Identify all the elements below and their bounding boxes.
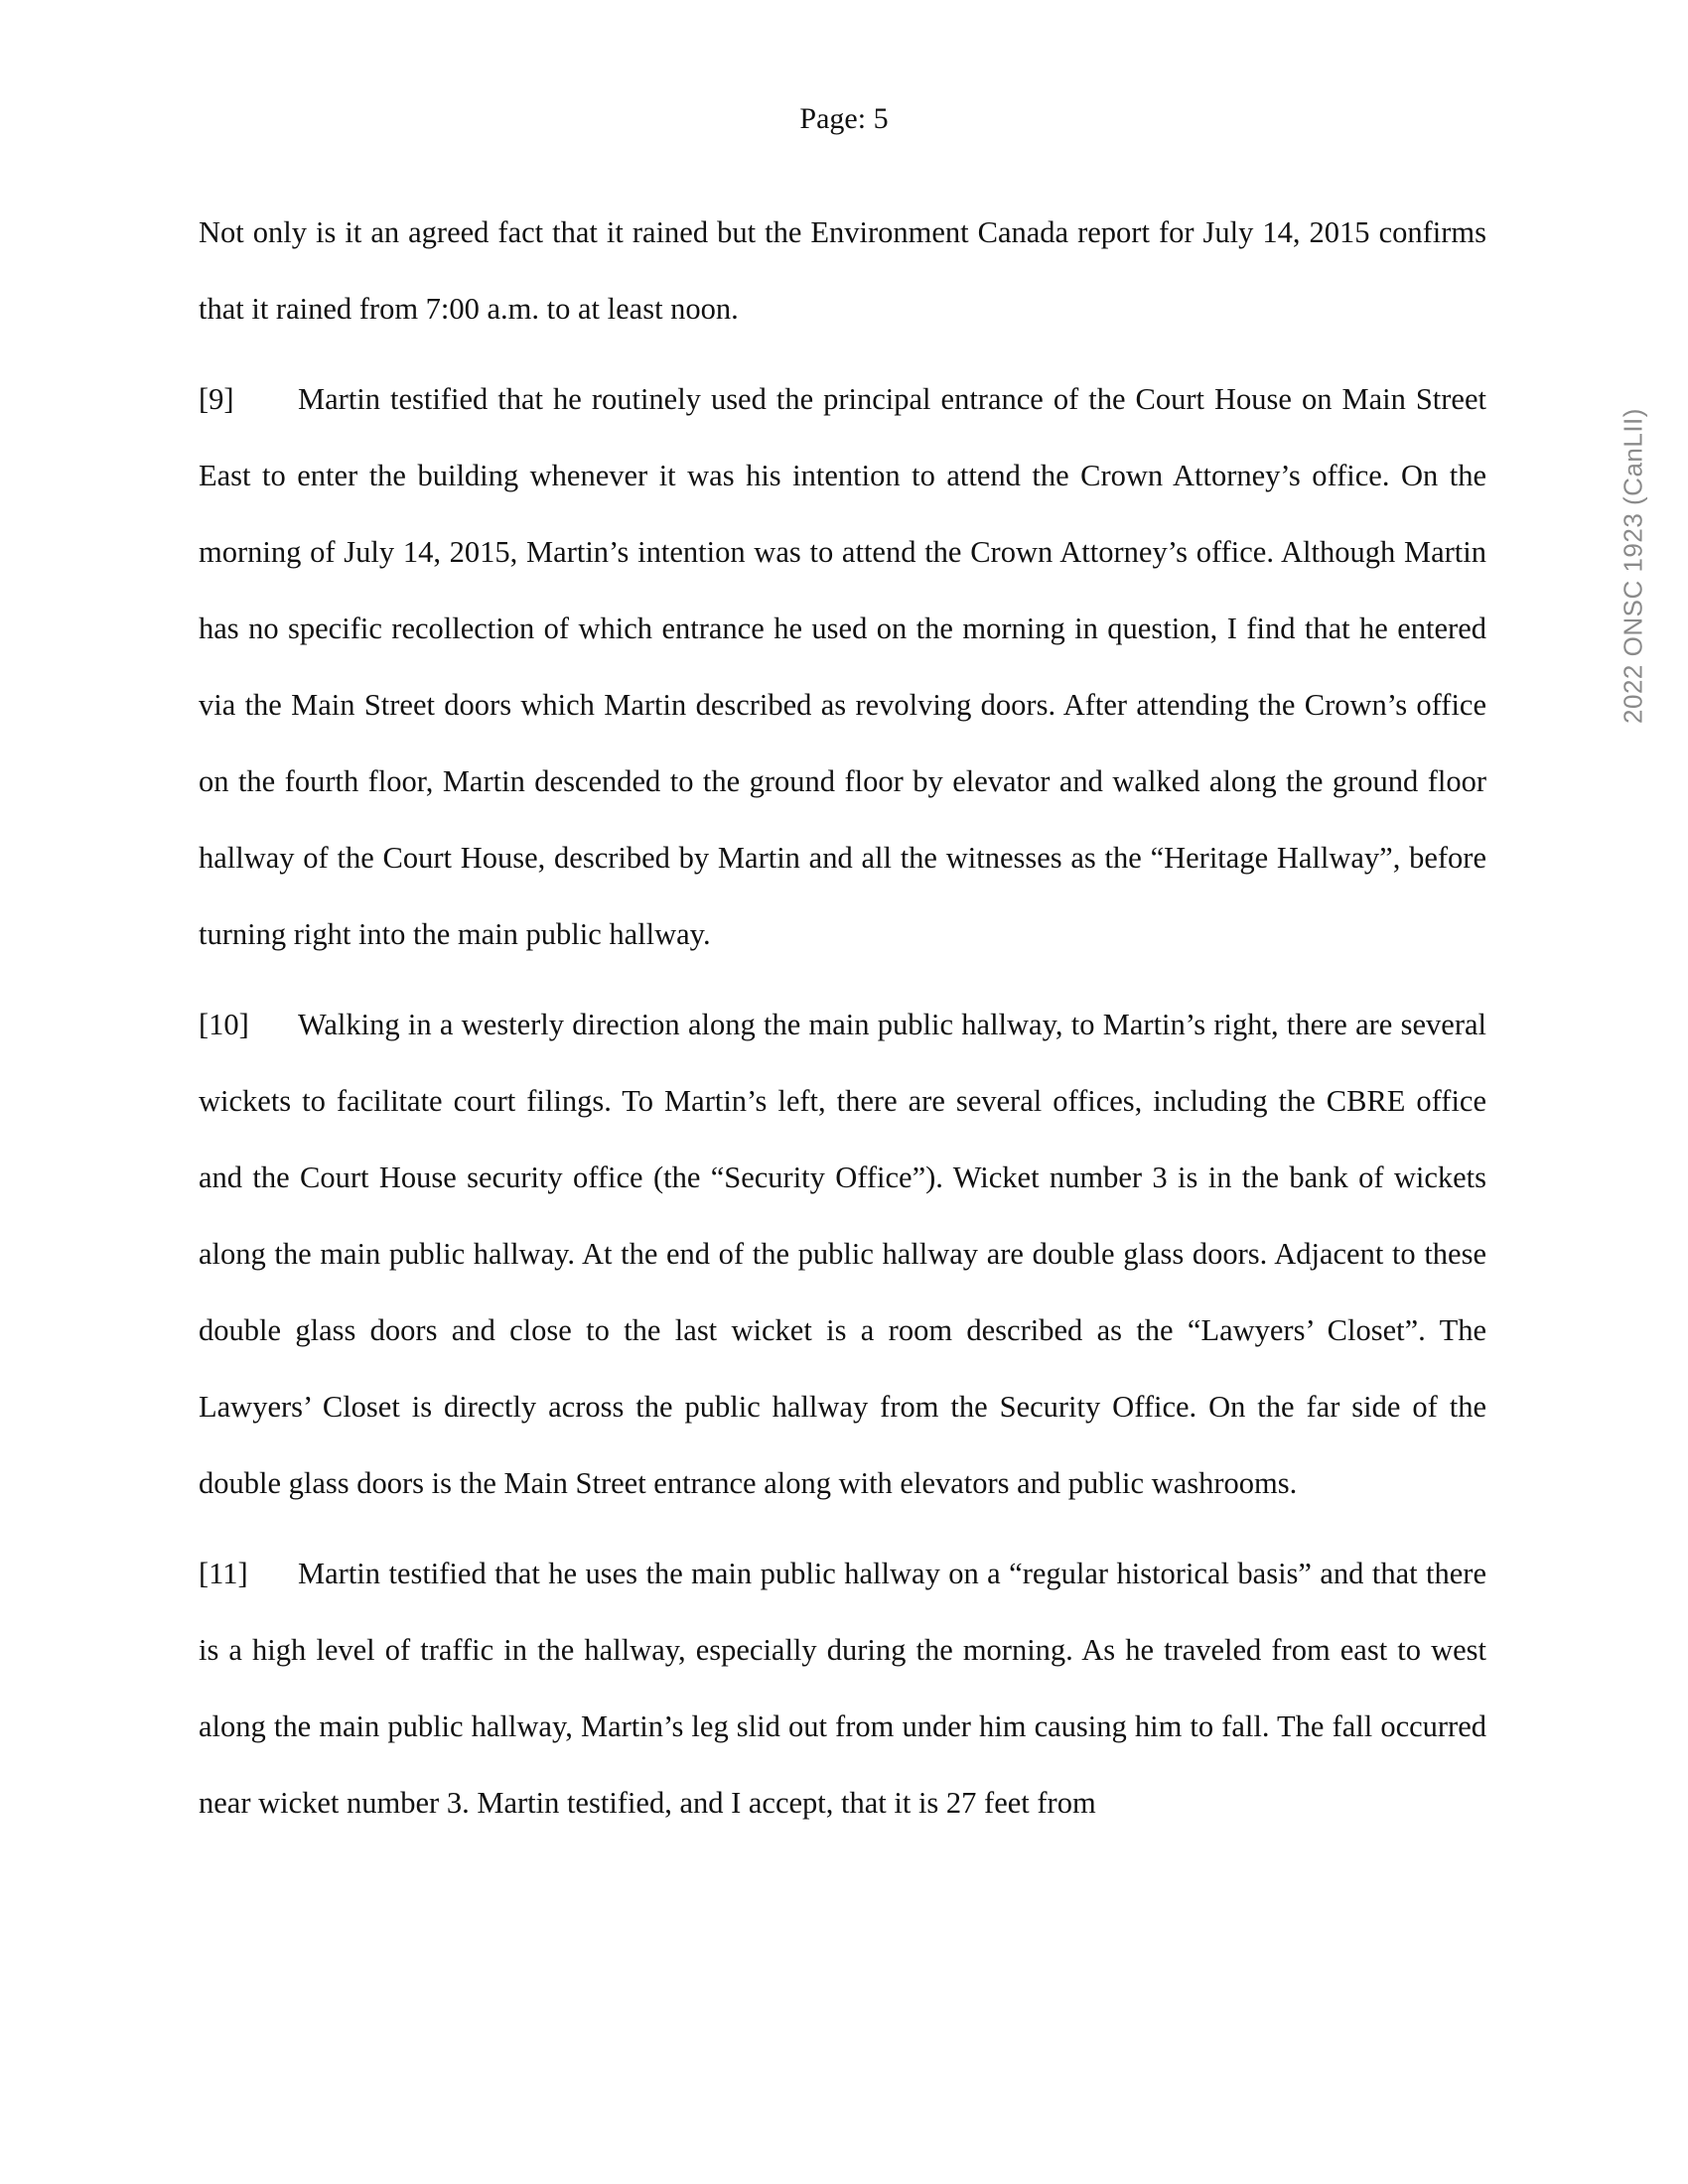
paragraph-number: [10] (199, 1008, 249, 1041)
paragraph-11 (199, 1536, 1486, 1842)
paragraph-text: Walking in a westerly direction along the main public hallway, to Martin’s right, there are several wickets to facilitate court filings. To Martin’s left, there are several offices, including the CBRE office and the Court House security office (the “Security Office”). Wicket number 3 is in the bank of wickets along the main public hallway. At the end of the public hallway are double glass doors. Adjacent to these double glass doors and close to the last wicket is a room described as the “Lawyers’ Closet”. The Lawyers’ Closet is directly across the public hallway from the Security Office. On the far side of the double glass doors is the Main Street entrance along with elevators and public washrooms. (199, 1008, 1486, 1500)
paragraph-9 (199, 361, 1486, 973)
page-number: Page: 5 (799, 102, 889, 135)
paragraph-number: [9] (199, 382, 234, 416)
paragraph-text: Martin testified that he uses the main public hallway on a “regular historical basis” and that there is a high level of traffic in the hallway, especially during the morning. As he traveled from east to west along the main public hallway, Martin’s leg slid out from under him causing him to fall. The fall occurred near wicket number 3. Martin testified, and I accept, that it is 27 feet from (199, 1557, 1486, 1820)
document-body (199, 195, 1486, 1855)
paragraph-10 (199, 987, 1486, 1522)
paragraph-continuation (199, 195, 1486, 347)
canlii-citation-watermark: 2022 ONSC 1923 (CanLII) (1618, 408, 1648, 724)
paragraph-text: Not only is it an agreed fact that it rained but the Environment Canada report for July 14, 2015 confirms that it rained from 7:00 a.m. to at least noon. (199, 215, 1486, 326)
paragraph-number: [11] (199, 1557, 248, 1590)
paragraph-text: Martin testified that he routinely used the principal entrance of the Court House on Main Street East to enter the building whenever it was his intention to attend the Crown Attorney’s office. On the morning of July 14, 2015, Martin’s intention was to attend the Crown Attorney’s office. Although Martin has no specific recollection of which entrance he used on the morning in question, I find that he entered via the Main Street doors which Martin described as revolving doors. After attending the Crown’s office on the fourth floor, Martin descended to the ground floor by elevator and walked along the ground floor hallway of the Court House, described by Martin and all the witnesses as the “Heritage Hallway”, before turning right into the main public hallway. (199, 382, 1486, 951)
